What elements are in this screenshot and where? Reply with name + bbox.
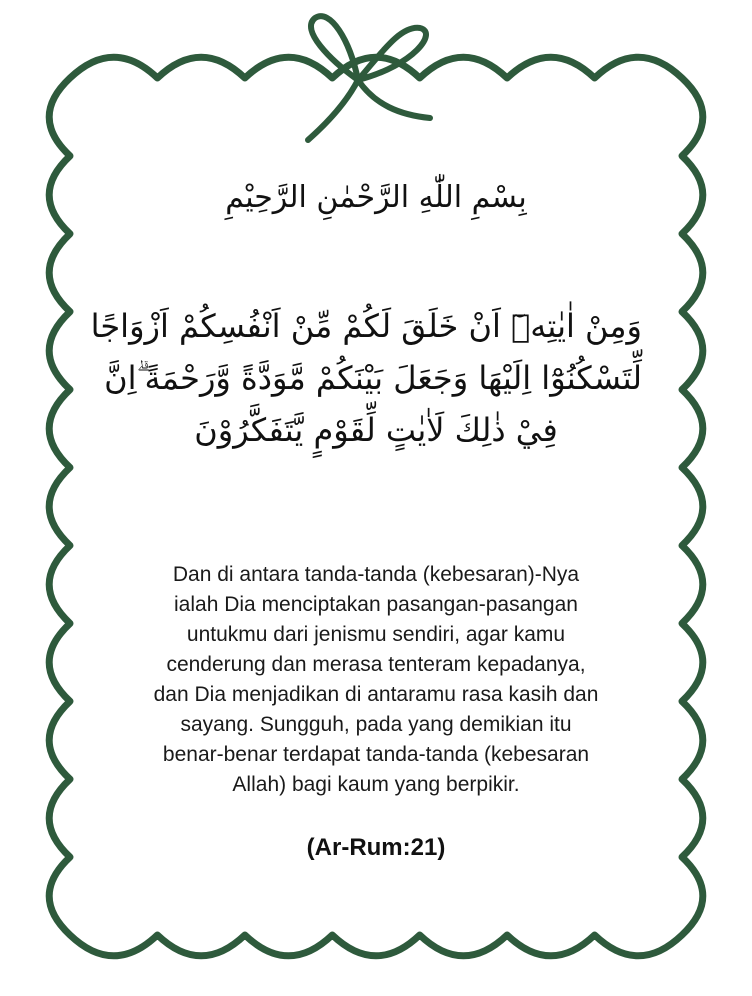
translation-line: benar-benar terdapat tanda-tanda (kebesaran [162, 743, 590, 766]
bow-left-tail [308, 80, 358, 140]
translation-text [100, 560, 652, 800]
verse-reference: (Ar-Rum:21) [306, 834, 446, 861]
bow-right-tail [358, 80, 430, 118]
translation-line: sayang. Sungguh, pada yang demikian itu [180, 713, 572, 736]
bow-icon [308, 16, 430, 140]
translation-line: ialah Dia menciptakan pasangan-pasangan [174, 593, 578, 616]
ayah-text [90, 300, 642, 456]
translation-line: dan Dia menjadikan di antaramu rasa kasih dan [153, 683, 599, 706]
basmalah: بِسْمِ اللّٰهِ الرَّحْمٰنِ الرَّحِيْمِ [225, 180, 527, 215]
translation-line: cenderung dan merasa tenteram kepadanya, [166, 653, 586, 676]
translation-line: untukmu dari jenismu sendiri, agar kamu [186, 623, 566, 646]
ayah-line: لِّتَسْكُنُوْٓا اِلَيْهَا وَجَعَلَ بَيْنَكُمْ مَّوَدَّةً وَّرَحْمَةً ۗاِنَّ [104, 359, 642, 397]
ayah-line: فِيْ ذٰلِكَ لَاٰيٰتٍ لِّقَوْمٍ يَّتَفَكَّرُوْنَ [194, 411, 558, 449]
translation-line: Dan di antara tanda-tanda (kebesaran)-Nya [172, 563, 580, 586]
ayah-line: وَمِنْ اٰيٰتِهٖٓ اَنْ خَلَقَ لَكُمْ مِّنْ اَنْفُسِكُمْ اَزْوَاجًا [90, 307, 642, 345]
translation-line: Allah) bagi kaum yang berpikir. [232, 773, 520, 796]
